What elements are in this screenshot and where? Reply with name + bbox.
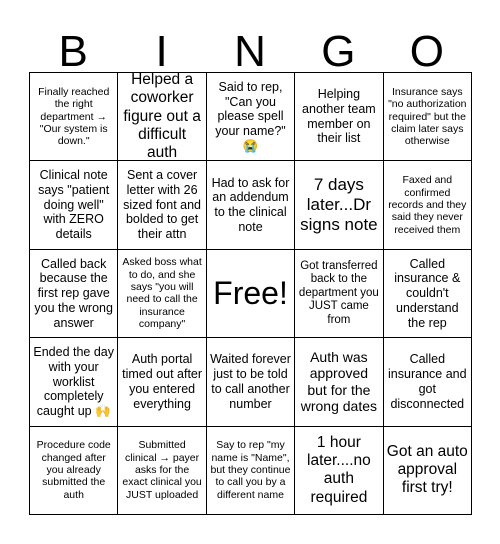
bingo-header <box>29 27 471 76</box>
cell-text: Got transferred back to the department you JUST came from <box>298 259 379 326</box>
bingo-grid <box>29 72 472 515</box>
cell-text: Say to rep "my name is "Name", but they continue to call you by a different name <box>210 439 291 501</box>
bingo-cell[interactable] <box>295 427 383 515</box>
bingo-cell[interactable] <box>384 427 472 515</box>
bingo-cell[interactable] <box>118 338 206 426</box>
bingo-cell[interactable] <box>207 427 295 515</box>
bingo-cell[interactable] <box>295 338 383 426</box>
bingo-cell[interactable] <box>30 250 118 338</box>
cell-text: Procedure code changed after you already submitted the auth <box>36 439 111 501</box>
cell-text: Clinical note says "patient doing well" with ZERO details <box>38 168 110 242</box>
bingo-cell[interactable] <box>384 73 472 161</box>
bingo-cell[interactable] <box>384 250 472 338</box>
cell-text: Insurance says "no authorization required" but the claim later says otherwise <box>388 85 467 148</box>
cell-text: 7 days later...Dr signs note <box>300 175 378 235</box>
bingo-cell[interactable] <box>295 73 383 161</box>
cell-text: Ended the day with your worklist completely caught up 🙌 <box>33 345 114 419</box>
free-space[interactable] <box>207 250 295 338</box>
bingo-cell[interactable] <box>207 161 295 249</box>
cell-text: Auth portal timed out after you entered everything <box>122 352 203 411</box>
cell-text: Finally reached the right department → "Our system is down." <box>38 85 110 148</box>
cell-text: Submitted clinical → payer asks for the exact clinical you JUST uploaded <box>122 439 202 501</box>
cell-text: Called back because the first rep gave you the wrong answer <box>34 256 113 330</box>
cell-text: Called insurance and got disconnected <box>388 352 467 411</box>
cell-text: 1 hour later....no auth required <box>307 433 371 506</box>
bingo-cell[interactable] <box>207 338 295 426</box>
cell-text: Sent a cover letter with 26 sized font and bolded to get their attn <box>123 168 202 242</box>
header-letter-i: I <box>155 27 168 76</box>
header-letter-g: G <box>321 27 356 76</box>
bingo-cell[interactable] <box>118 250 206 338</box>
cell-text: Asked boss what to do, and she says "you will need to call the insurance company" <box>122 256 202 331</box>
bingo-cell[interactable] <box>118 427 206 515</box>
cell-text: Waited forever just to be told to call another number <box>210 352 291 411</box>
cell-text: Faxed and confirmed records and they said they never received them <box>388 174 467 236</box>
bingo-cell[interactable] <box>30 338 118 426</box>
bingo-cell[interactable] <box>118 73 206 161</box>
cell-text: Said to rep, "Can you please spell your name?" 😭 <box>215 79 286 153</box>
cell-text: Got an auto approval first try! <box>386 442 468 497</box>
cell-text: Had to ask for an addendum to the clinical note <box>211 175 290 234</box>
free-space-text: Free! <box>213 274 288 311</box>
cell-text: Auth was approved but for the wrong dates <box>300 348 378 415</box>
cell-text: Helping another team member on their list <box>302 87 376 146</box>
bingo-cell[interactable] <box>295 250 383 338</box>
bingo-cell[interactable] <box>30 161 118 249</box>
bingo-cell[interactable] <box>384 161 472 249</box>
bingo-cell[interactable] <box>118 161 206 249</box>
header-letter-o: O <box>409 27 444 76</box>
bingo-cell[interactable] <box>384 338 472 426</box>
bingo-cell[interactable] <box>30 427 118 515</box>
cell-text: Helped a coworker figure out a difficult auth <box>123 73 201 162</box>
bingo-cell[interactable] <box>295 161 383 249</box>
bingo-cell[interactable] <box>207 73 295 161</box>
bingo-cell[interactable] <box>30 73 118 161</box>
cell-text: Called insurance & couldn't understand the rep <box>394 256 461 330</box>
header-letter-b: B <box>58 27 88 76</box>
header-letter-n: N <box>234 27 266 76</box>
